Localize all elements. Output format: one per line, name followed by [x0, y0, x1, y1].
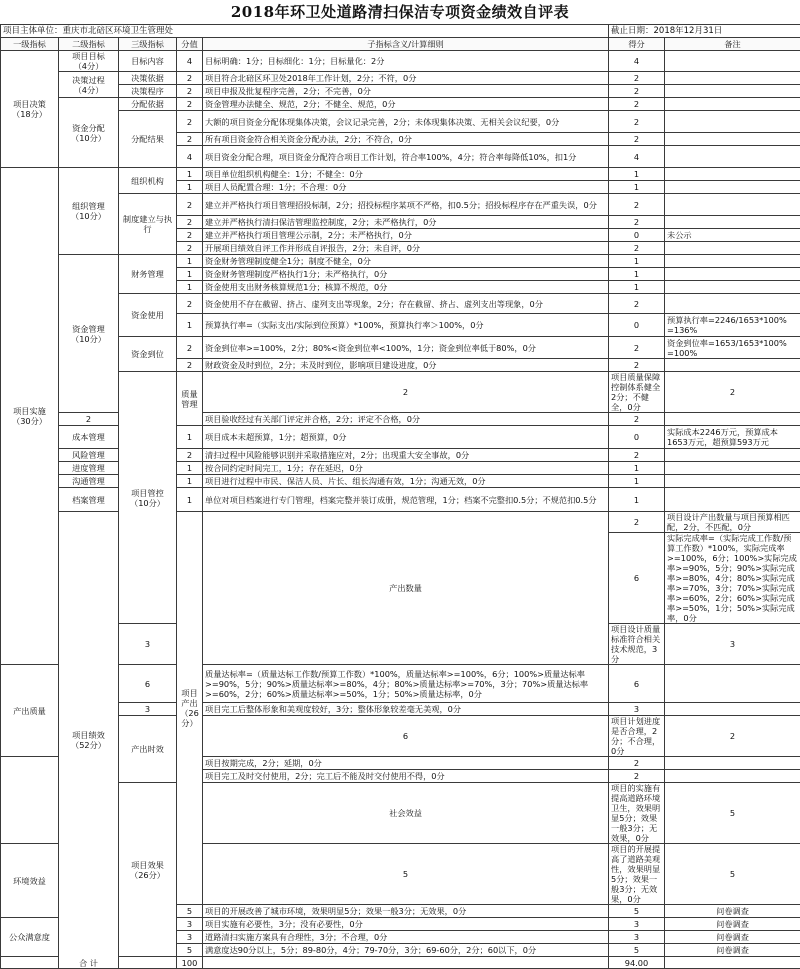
- earned-score-cell: 0: [609, 314, 665, 337]
- score-cell: 2: [59, 413, 119, 426]
- earned-score-cell: 1: [609, 168, 665, 181]
- table-row: [1, 337, 800, 359]
- criteria-cell: 项目单位组织机构健全：1分；不健全：0分: [203, 168, 609, 181]
- table-row: [1, 255, 800, 268]
- criteria-cell: 项目的开展提高了道路美观性，效果明显5分；效果一般3分；无效果，0分: [609, 844, 665, 905]
- level2-indicator: 项目管控 （10分）: [119, 372, 177, 624]
- score-cell: 2: [177, 242, 203, 255]
- criteria-cell: 建立并严格执行清扫保洁管理监控制度，2分；未严格执行，0分: [203, 216, 609, 229]
- earned-score-cell: 5: [609, 944, 665, 957]
- earned-score-cell: 2: [665, 372, 800, 413]
- level2-indicator: 项目产出 （26分）: [177, 512, 203, 905]
- earned-score-cell: 1: [609, 462, 665, 475]
- score-cell: 5: [177, 905, 203, 918]
- earned-score-cell: 3: [609, 703, 665, 716]
- score-cell: 4: [177, 51, 203, 72]
- remark-cell: [665, 770, 800, 783]
- earned-score-cell: 1: [609, 268, 665, 281]
- table-row: [1, 51, 800, 72]
- score-cell: 3: [177, 931, 203, 944]
- score-cell: 5: [203, 844, 609, 905]
- criteria-cell: 质量达标率=（质量达标工作数/预算工作数）*100%，质量达标率>=100%，6分；100%>质量达标率>=90%，5分；90%>质量达标率>=80%，4分；80%>质量达标率>=70%，3分；70%>质量达标率>=60%，2分；60%>质量达标率>=50%，1分；50%>质量达标率，0分: [203, 665, 609, 703]
- total-note: [665, 957, 800, 969]
- criteria-cell: 道路清扫实施方案具有合理性，3分；不合理，0分: [203, 931, 609, 944]
- earned-score-cell: 1: [609, 488, 665, 512]
- level2-indicator: 决策过程 （4分）: [59, 72, 119, 98]
- level3-indicator: 资金使用: [119, 294, 177, 337]
- earned-score-cell: 2: [609, 770, 665, 783]
- score-cell: 3: [177, 918, 203, 931]
- remark-cell: 问卷调查: [665, 944, 800, 957]
- remark-cell: [665, 51, 800, 72]
- criteria-cell: 目标明确：1分；目标细化：1分；目标量化：2分: [203, 51, 609, 72]
- remark-cell: [665, 72, 800, 85]
- score-cell: 2: [177, 359, 203, 372]
- earned-score-cell: 2: [609, 133, 665, 146]
- criteria-cell: 资金财务管理制度健全1分；制度不健全，0分: [203, 255, 609, 268]
- earned-score-cell: 3: [609, 931, 665, 944]
- criteria-cell: 实际完成率=（实际完成工作数/预算工作数）*100%，实际完成率>=100%，6分；100%>实际完成率>=90%，5分；90%>实际完成率>=80%，4分；80%>实际完成率>=70%，3分；70%>实际完成率>=60%，2分；60%>实际完成率>=50%，1分；50%>实际完成率，0分: [665, 533, 800, 624]
- criteria-cell: 项目设计质量标准符合相关技术规范，3分: [609, 624, 665, 665]
- earned-score-cell: 3: [665, 624, 800, 665]
- earned-score-cell: 1: [609, 181, 665, 194]
- criteria-cell: 所有项目资金符合相关资金分配办法，2分；不符合，0分: [203, 133, 609, 146]
- level3-indicator: 财务管理: [119, 255, 177, 294]
- score-cell: 1: [177, 168, 203, 181]
- deadline-label: 截止日期：2018年12月31日: [609, 25, 800, 38]
- score-cell: 4: [177, 146, 203, 168]
- criteria-cell: 项目质量保障控制体系健全2分；不健全，0分: [609, 372, 665, 413]
- remark-cell: [665, 255, 800, 268]
- earned-score-cell: 2: [609, 111, 665, 133]
- criteria-cell: 项目完工及时交付使用，2分；完工后不能及时交付使用不得，0分: [203, 770, 609, 783]
- score-cell: 2: [177, 98, 203, 111]
- score-cell: 1: [177, 426, 203, 449]
- earned-score-cell: 2: [609, 98, 665, 111]
- criteria-cell: 财政资金及时到位，2分；未及时到位，影响项目建设进度，0分: [203, 359, 609, 372]
- table-row: [1, 783, 800, 844]
- criteria-cell: 项目成本未超预算，1分；超预算，0分: [203, 426, 609, 449]
- earned-score-cell: 1: [609, 281, 665, 294]
- header-row: [1, 38, 800, 51]
- criteria-cell: 资金管理办法健全、规范，2分；不健全、规范，0分: [203, 98, 609, 111]
- remark-cell: [665, 359, 800, 372]
- criteria-cell: 项目按期完成，2分；延期，0分: [203, 757, 609, 770]
- score-cell: 5: [177, 944, 203, 957]
- criteria-cell: 项目申报及批复程序完善，2分；不完善，0分: [203, 85, 609, 98]
- header-cell: 二级指标: [59, 38, 119, 51]
- level2-indicator: 资金分配 （10分）: [59, 98, 119, 168]
- level3-indicator: 资金到位: [119, 337, 177, 372]
- remark-cell: 未公示: [665, 229, 800, 242]
- score-cell: 1: [177, 255, 203, 268]
- score-cell: 3: [119, 624, 177, 665]
- header-cell: 三级指标: [119, 38, 177, 51]
- remark-cell: [665, 281, 800, 294]
- criteria-cell: 项目计划进度是否合理，2分；不合理，0分: [609, 716, 665, 757]
- earned-score-cell: 2: [609, 242, 665, 255]
- score-cell: 2: [177, 229, 203, 242]
- header-cell: 一级指标: [1, 38, 59, 51]
- level3-indicator: 分配依据: [119, 98, 177, 111]
- score-cell: 1: [177, 462, 203, 475]
- header-cell: 备注: [665, 38, 800, 51]
- score-cell: 2: [177, 133, 203, 146]
- score-cell: [1, 757, 59, 844]
- level3-indicator: 进度管理: [59, 462, 119, 475]
- table-row: [1, 98, 800, 111]
- earned-score-cell: 5: [665, 783, 800, 844]
- remark-cell: [665, 168, 800, 181]
- earned-score-cell: 2: [609, 449, 665, 462]
- score-cell: 1: [177, 488, 203, 512]
- criteria-cell: 建立并严格执行项目管理公示制，2分；未严格执行，0分: [203, 229, 609, 242]
- remark-cell: [665, 703, 800, 716]
- level3-indicator: 沟通管理: [59, 475, 119, 488]
- level3-indicator: 目标内容: [119, 51, 177, 72]
- score-cell: 2: [177, 111, 203, 133]
- remark-cell: [665, 111, 800, 133]
- earned-score-cell: 2: [609, 337, 665, 359]
- total-row: [1, 957, 800, 969]
- criteria-cell: 开展项目绩效自评工作并形成自评报告，2分；未自评，0分: [203, 242, 609, 255]
- level2-indicator: 项目目标 （4分）: [59, 51, 119, 72]
- level3-indicator: 公众满意度: [1, 918, 59, 957]
- evaluation-table: [0, 24, 800, 969]
- criteria-cell: 大额的项目资金分配体现集体决策，会议记录完善，2分；未体现集体决策、无相关会议纪要，0分: [203, 111, 609, 133]
- score-cell: 2: [177, 337, 203, 359]
- level3-indicator: 风险管理: [59, 449, 119, 462]
- criteria-cell: 资金到位率>=100%，2分；80%<资金到位率<100%，1分；资金到位率低于80%，0分: [203, 337, 609, 359]
- earned-score-cell: 1: [609, 255, 665, 268]
- level2-indicator: 组织管理 （10分）: [59, 168, 119, 255]
- remark-cell: [665, 413, 800, 426]
- remark-cell: [665, 449, 800, 462]
- earned-score-cell: 4: [609, 146, 665, 168]
- level3-indicator: 成本管理: [59, 426, 119, 449]
- remark-cell: 问卷调查: [665, 918, 800, 931]
- table-row: [1, 194, 800, 216]
- criteria-cell: 按合同约定时间完工，1分；存在延迟，0分: [203, 462, 609, 475]
- table-row: [1, 716, 800, 757]
- earned-score-cell: 5: [609, 905, 665, 918]
- criteria-cell: 资金使用不存在截留、挤占、虚列支出等现象，2分；存在截留、挤占、虚列支出等现象，0分: [203, 294, 609, 314]
- earned-score-cell: 2: [609, 85, 665, 98]
- remark-cell: [665, 462, 800, 475]
- level3-indicator: 组织机构: [119, 168, 177, 194]
- level3-indicator: 档案管理: [59, 488, 119, 512]
- criteria-cell: 项目的实施有提高道路环境卫生，效果明显5分；效果一般3分；无效果，0分: [609, 783, 665, 844]
- remark-cell: 实际成本2246万元，预算成本1653万元，超预算593万元: [665, 426, 800, 449]
- score-cell: 1: [177, 314, 203, 337]
- criteria-cell: 预算执行率=（实际支出/实际到位预算）*100%，预算执行率＞100%，0分: [203, 314, 609, 337]
- earned-score-cell: 2: [609, 359, 665, 372]
- score-cell: 3: [119, 703, 177, 716]
- earned-score-cell: 0: [609, 229, 665, 242]
- header-cell: 子指标含义/计算细则: [203, 38, 609, 51]
- criteria-cell: 项目人员配置合理：1分；不合理：0分: [203, 181, 609, 194]
- level1-indicator: 项目决策 （18分）: [1, 51, 59, 168]
- criteria-cell: 单位对项目档案进行专门管理，档案完整并装订成册，规范管理，1分；档案不完整扣0.5分；不规范扣0.5分: [203, 488, 609, 512]
- earned-score-cell: 2: [609, 194, 665, 216]
- criteria-cell: 项目资金分配合理，项目资金分配符合项目工作计划，符合率100%，4分；符合率每降低10%，扣1分: [203, 146, 609, 168]
- remark-cell: [665, 181, 800, 194]
- remark-cell: [665, 294, 800, 314]
- level3-indicator: 制度建立与执行: [119, 194, 177, 255]
- score-cell: 2: [203, 372, 609, 413]
- table-row: [1, 703, 800, 716]
- remark-cell: 问卷调查: [665, 905, 800, 918]
- score-cell: 2: [177, 449, 203, 462]
- level1-indicator: 项目实施 （30分）: [1, 168, 59, 665]
- table-row: [1, 85, 800, 98]
- level3-indicator: 决策程序: [119, 85, 177, 98]
- total-blank: [203, 957, 609, 969]
- table-row: [1, 168, 800, 181]
- remark-cell: [665, 133, 800, 146]
- remark-cell: [665, 98, 800, 111]
- table-row: [1, 372, 800, 413]
- level3-indicator: 产出数量: [203, 512, 609, 665]
- score-cell: 2: [177, 194, 203, 216]
- remark-cell: [665, 216, 800, 229]
- sheet-title: 2018年环卫处道路清扫保洁专项资金绩效自评表: [0, 0, 800, 24]
- remark-cell: [665, 757, 800, 770]
- remark-cell: 问卷调查: [665, 931, 800, 944]
- earned-score-cell: 2: [665, 716, 800, 757]
- criteria-cell: 项目实施有必要性，3分；没有必要性，0分: [203, 918, 609, 931]
- unit-label: 项目主体单位：重庆市北碚区环境卫生管理处: [1, 25, 609, 38]
- criteria-cell: 项目验收经过有关部门评定并合格，2分；评定不合格，0分: [203, 413, 609, 426]
- header-cell: 得分: [609, 38, 665, 51]
- earned-score-cell: 2: [609, 757, 665, 770]
- criteria-cell: 资金使用支出财务核算规范1分；核算不规范，0分: [203, 281, 609, 294]
- remark-cell: [665, 665, 800, 703]
- criteria-cell: 项目完工后整体形象和美观度较好，3分；整体形象较差毫无美观，0分: [203, 703, 609, 716]
- score-cell: 2: [177, 72, 203, 85]
- level2-indicator: 资金管理 （10分）: [59, 255, 119, 413]
- score-cell: 1: [177, 181, 203, 194]
- criteria-cell: 满意度达90分以上，5分；89-80分，4分；79-70分，3分；69-60分，2分；60以下，0分: [203, 944, 609, 957]
- score-cell: 1: [177, 268, 203, 281]
- earned-score-cell: 2: [609, 216, 665, 229]
- criteria-cell: 资金财务管理制度严格执行1分；未严格执行，0分: [203, 268, 609, 281]
- score-cell: 2: [177, 294, 203, 314]
- total-score: 100: [177, 957, 203, 969]
- table-row: [1, 111, 800, 133]
- remark-cell: 预算执行率=2246/1653*100% =136%: [665, 314, 800, 337]
- table-row: [1, 72, 800, 85]
- score-cell: 1: [177, 475, 203, 488]
- score-cell: 6: [609, 533, 665, 624]
- level3-indicator: 分配结果: [119, 111, 177, 168]
- earned-score-cell: 0: [609, 426, 665, 449]
- remark-cell: 资金到位率=1653/1653*100% =100%: [665, 337, 800, 359]
- remark-cell: [665, 475, 800, 488]
- criteria-cell: 清扫过程中风险能够识别并采取措施应对，2分；出现重大安全事故，0分: [203, 449, 609, 462]
- criteria-cell: 建立并严格执行项目管理招投标制，2分；招投标程序某项不严格，扣0.5分；招投标程序存在严重失误，0分: [203, 194, 609, 216]
- score-cell: 2: [177, 216, 203, 229]
- header-cell: 分值: [177, 38, 203, 51]
- level3-indicator: 环境效益: [1, 844, 59, 918]
- level3-indicator: 质量管理: [177, 372, 203, 426]
- level2-indicator: 项目效果 （26分）: [119, 783, 177, 957]
- remark-cell: [665, 242, 800, 255]
- earned-score-cell: 2: [609, 413, 665, 426]
- score-cell: 6: [203, 716, 609, 757]
- remark-cell: [665, 146, 800, 168]
- earned-score-cell: 2: [609, 72, 665, 85]
- score-cell: 1: [177, 281, 203, 294]
- earned-score-cell: 3: [609, 918, 665, 931]
- total-earned: 94.00: [609, 957, 665, 969]
- score-cell: 6: [119, 665, 177, 703]
- criteria-cell: 项目设计产出数量与项目预算相匹配，2分，不匹配，0分: [665, 512, 800, 533]
- level1-indicator: 项目绩效 （52分）: [59, 512, 119, 969]
- table-row: [1, 665, 800, 703]
- earned-score-cell: 2: [609, 294, 665, 314]
- criteria-cell: 项目符合北碚区环卫处2018年工作计划，2分；不符，0分: [203, 72, 609, 85]
- level3-indicator: 决策依据: [119, 72, 177, 85]
- score-cell: 2: [609, 512, 665, 533]
- remark-cell: [665, 85, 800, 98]
- score-cell: 2: [177, 85, 203, 98]
- level3-indicator: 产出质量: [1, 665, 59, 757]
- criteria-cell: 项目的开展改善了城市环境，效果明显5分；效果一般3分；无效果，0分: [203, 905, 609, 918]
- total-label: 合 计: [1, 957, 177, 969]
- criteria-cell: 项目进行过程中市民、保洁人员、片长、组长沟通有效，1分；沟通无效，0分: [203, 475, 609, 488]
- table-row: [1, 294, 800, 314]
- remark-cell: [665, 488, 800, 512]
- earned-score-cell: 5: [665, 844, 800, 905]
- level3-indicator: 社会效益: [203, 783, 609, 844]
- level3-indicator: 产出时效: [119, 716, 177, 783]
- earned-score-cell: 6: [609, 665, 665, 703]
- earned-score-cell: 1: [609, 475, 665, 488]
- earned-score-cell: 4: [609, 51, 665, 72]
- remark-cell: [665, 268, 800, 281]
- remark-cell: [665, 194, 800, 216]
